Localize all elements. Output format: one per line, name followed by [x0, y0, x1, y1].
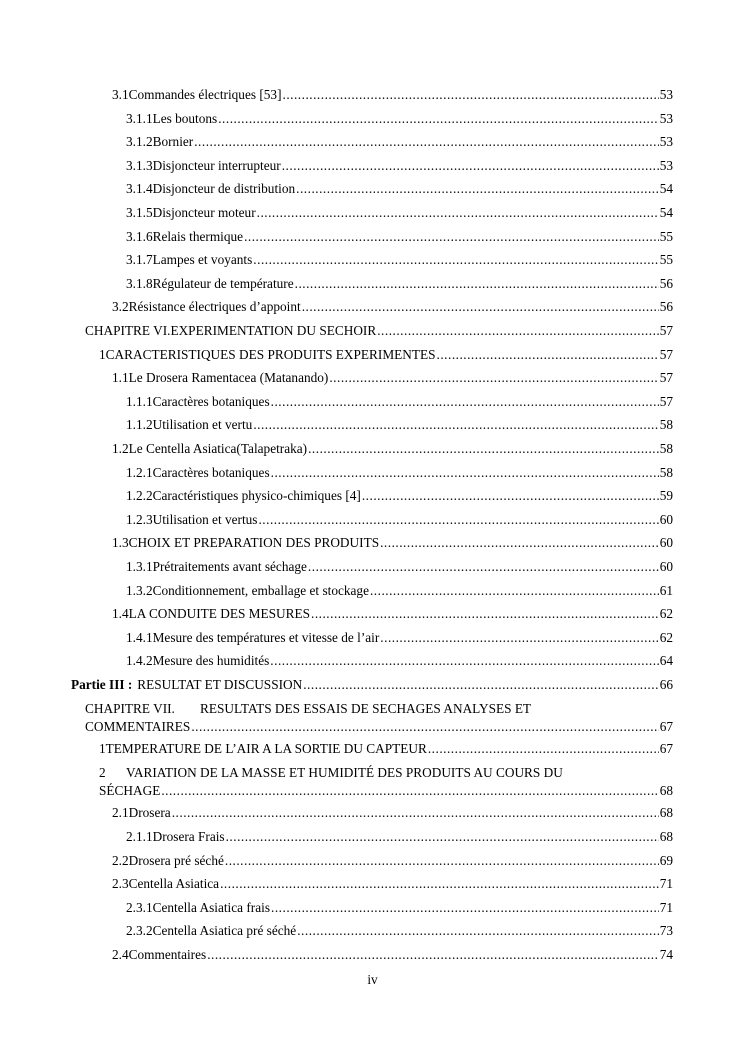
toc-number: 1.4.1: [126, 629, 153, 645]
toc-title: Résistance électriques d’appoint: [128, 299, 301, 315]
toc-title: Bornier: [152, 134, 194, 150]
toc-leader: [172, 803, 659, 823]
toc-entry: [0, 699, 745, 739]
toc-title: Disjoncteur interrupteur: [152, 157, 281, 173]
toc-entry: [0, 156, 745, 176]
toc-leader: [271, 392, 659, 412]
toc-title: Mesure des températures et vitesse de l’air: [152, 629, 380, 645]
toc-page-number: 57: [659, 393, 673, 409]
toc-leader: [218, 109, 658, 129]
toc-page-number: 58: [659, 417, 673, 433]
toc-number: 2.3.1: [126, 899, 153, 915]
toc-number: 1.4.2: [126, 653, 153, 669]
toc-number: 3.1.6: [126, 228, 153, 244]
toc-entry: [0, 463, 745, 483]
toc-entry-part: [0, 675, 745, 695]
toc-page-number: 68: [659, 805, 673, 821]
toc-title: TEMPERATURE DE L’AIR A LA SORTIE DU CAPTEUR: [105, 741, 427, 757]
toc-number: 3.1.1: [126, 110, 153, 126]
toc-page-number: 54: [659, 181, 673, 197]
toc-leader: [308, 557, 659, 577]
toc-entry: [0, 85, 745, 105]
toc-leader: [297, 921, 658, 941]
toc-number: CHAPITRE VI.: [85, 323, 171, 338]
toc-page-number: 62: [659, 629, 673, 645]
toc-entry: [0, 345, 745, 365]
toc-leader: [311, 604, 659, 624]
toc-title: CARACTERISTIQUES DES PRODUITS EXPERIMENTES: [105, 346, 436, 362]
toc-entry: [0, 274, 745, 294]
toc-number: 1.1: [112, 370, 129, 386]
toc-leader: [257, 203, 659, 223]
toc-entry: [0, 851, 745, 871]
toc-number: CHAPITRE VII.: [85, 700, 175, 716]
toc-title: Caractères botaniques: [152, 393, 270, 409]
toc-title: RESULTAT ET DISCUSSION: [137, 677, 303, 692]
toc-page-number: 53: [659, 157, 673, 173]
toc-leader: [380, 533, 659, 553]
toc-title: LA CONDUITE DES MESURES: [128, 606, 310, 622]
toc-page-number: 68: [659, 782, 673, 798]
toc-part-label: Partie III :: [71, 677, 133, 692]
toc-leader: [437, 345, 659, 365]
toc-title: Drosera pré séché: [128, 852, 224, 868]
toc-number: 1: [99, 346, 106, 362]
toc-title: Centella Asiatica: [128, 876, 220, 892]
toc-number: 2.4: [112, 947, 129, 962]
toc-leader: [220, 874, 659, 894]
toc-page-number: 53: [659, 110, 673, 126]
toc-page-number: 61: [659, 582, 673, 598]
toc-leader: [296, 179, 659, 199]
toc-page-number: 53: [659, 87, 673, 102]
toc-title: Le Centella Asiatica(Talapetraka): [128, 441, 308, 456]
toc-entry: [0, 651, 745, 671]
toc-entry: [0, 874, 745, 894]
toc-leader: [191, 717, 658, 737]
toc-page-number: 62: [659, 606, 673, 622]
toc-entry: [0, 439, 745, 459]
toc-number: 1.1.1: [126, 393, 153, 409]
toc-leader: [377, 321, 658, 341]
toc-leader: [282, 156, 659, 176]
toc-page-number: 71: [659, 899, 673, 915]
toc-number: 1.4: [112, 606, 129, 622]
toc-entry: [0, 628, 745, 648]
toc-title: Les boutons: [152, 110, 218, 126]
toc-leader: [226, 827, 659, 847]
toc-title: EXPERIMENTATION DU SECHOIR: [170, 323, 377, 338]
toc-title: RESULTATS DES ESSAIS DE SECHAGES ANALYSES ET: [200, 700, 532, 716]
toc-leader: [271, 463, 659, 483]
toc-leader: [161, 781, 658, 801]
toc-page-number: 64: [659, 653, 673, 669]
toc-entry: [0, 945, 745, 965]
toc-page-number: 53: [659, 134, 673, 150]
page-footer-number: iv: [367, 972, 378, 987]
toc-leader: [283, 85, 659, 105]
toc-page-number: 59: [659, 488, 673, 504]
toc-title: Régulateur de température: [152, 275, 294, 291]
toc-page-number: 55: [659, 252, 673, 268]
toc-number: 3.1.5: [126, 205, 153, 220]
toc-page-number: 60: [659, 535, 673, 551]
toc-title: Drosera: [128, 805, 171, 821]
toc-page-number: 69: [659, 852, 673, 868]
toc-page-number: 67: [659, 741, 673, 757]
toc-page-number: 57: [659, 323, 673, 338]
toc-title: Utilisation et vertus: [152, 511, 258, 527]
toc-page-number: 56: [659, 299, 673, 315]
toc-number: 3.1.8: [126, 275, 153, 291]
toc-number: 1.2.3: [126, 511, 153, 527]
toc-title-continued: COMMENTAIRES: [85, 718, 191, 734]
toc-leader: [303, 675, 658, 695]
toc-entry: [0, 510, 745, 530]
toc-page-number: 56: [659, 275, 673, 291]
toc-entry: [0, 739, 745, 759]
toc-leader: [362, 486, 659, 506]
toc-number: 3.1.4: [126, 181, 153, 197]
toc-entry: [0, 321, 745, 341]
toc-leader: [225, 851, 659, 871]
toc-page-number: 74: [659, 947, 673, 962]
toc-number: 1.2: [112, 441, 129, 456]
toc-leader: [295, 274, 659, 294]
toc-title-continued: SÉCHAGE: [99, 782, 161, 798]
toc-page-number: 67: [659, 718, 673, 734]
toc-number: 3.1.7: [126, 252, 153, 268]
toc-number: 1: [99, 741, 106, 757]
toc-page-number: 73: [659, 923, 673, 939]
toc-leader: [308, 439, 659, 459]
toc-entry: [0, 132, 745, 152]
toc-number: 3.1.3: [126, 157, 153, 173]
toc-entry: [0, 486, 745, 506]
toc-title: Centella Asiatica pré séché: [152, 923, 297, 939]
toc-title: Prétraitements avant séchage: [152, 559, 307, 574]
toc-leader: [194, 132, 658, 152]
toc-entry: [0, 415, 745, 435]
toc-page-number: 60: [659, 559, 673, 574]
toc-title: Caractères botaniques: [152, 464, 270, 480]
toc-leader: [270, 651, 658, 671]
toc-number: 1.3.1: [126, 559, 153, 574]
toc-title: Centella Asiatica frais: [152, 899, 271, 915]
toc-title: Relais thermique: [152, 228, 244, 244]
toc-number: 1.3.2: [126, 582, 153, 598]
toc-entry: [0, 368, 745, 388]
toc-title: VARIATION DE LA MASSE ET HUMIDITÉ DES PRODUITS AU COURS DU: [126, 764, 563, 780]
toc-leader: [370, 581, 659, 601]
toc-leader: [258, 510, 658, 530]
toc-leader: [428, 739, 659, 759]
toc-number: 2.3: [112, 876, 129, 892]
toc-leader: [207, 945, 659, 965]
toc-entry: [0, 203, 745, 223]
toc-title: Lampes et voyants: [152, 252, 253, 268]
toc-title: Mesure des humidités: [152, 653, 270, 669]
toc-page-number: 57: [659, 370, 673, 386]
toc-leader: [271, 898, 659, 918]
toc-number: 3.2: [112, 299, 129, 315]
toc-leader: [244, 227, 659, 247]
toc-title: Disjoncteur de distribution: [152, 181, 296, 197]
toc-number: 1.1.2: [126, 417, 153, 433]
toc-title: Drosera Frais: [152, 829, 225, 844]
toc-page-number: 57: [659, 346, 673, 362]
toc-entry: [0, 533, 745, 553]
toc-title: Conditionnement, emballage et stockage: [152, 582, 369, 598]
toc-page-number: 60: [659, 511, 673, 527]
toc-leader: [302, 297, 659, 317]
toc-number: 2.1.1: [126, 829, 153, 844]
toc-page-number: 58: [659, 441, 673, 456]
toc-entry: [0, 557, 745, 577]
toc-leader: [380, 628, 658, 648]
toc-leader: [329, 368, 658, 388]
toc-title: Commandes électriques [53]: [128, 87, 282, 102]
toc-page-number: 58: [659, 464, 673, 480]
toc-entry: [0, 392, 745, 412]
toc-entry: [0, 763, 745, 803]
toc-page-number: 66: [659, 677, 673, 692]
toc-entry: [0, 109, 745, 129]
toc-title: CHOIX ET PREPARATION DES PRODUITS: [128, 535, 380, 551]
toc-entry: [0, 250, 745, 270]
toc-title: Commentaires: [128, 947, 207, 962]
toc-number: 2.1: [112, 805, 129, 821]
toc-entry: [0, 227, 745, 247]
toc-number: 2.2: [112, 852, 129, 868]
toc-entry: [0, 921, 745, 941]
toc-number: 2.3.2: [126, 923, 153, 939]
toc-entry: [0, 604, 745, 624]
toc-number: 2: [99, 764, 106, 780]
toc-number: 1.2.2: [126, 488, 153, 504]
toc-number: 3.1.2: [126, 134, 153, 150]
toc-entry: [0, 297, 745, 317]
toc-number: 1.3: [112, 535, 129, 551]
toc-title: Utilisation et vertu: [152, 417, 253, 433]
toc-page-number: 55: [659, 228, 673, 244]
toc-number: 1.2.1: [126, 464, 153, 480]
toc-leader: [253, 250, 658, 270]
toc-entry: [0, 179, 745, 199]
toc-entry: [0, 827, 745, 847]
toc-entry: [0, 898, 745, 918]
toc-title: Le Drosera Ramentacea (Matanando): [128, 370, 329, 386]
toc-number: 3.1: [112, 87, 129, 102]
toc-page-number: 68: [659, 829, 673, 844]
toc-title: Caractéristiques physico-chimiques [4]: [152, 488, 361, 504]
toc-title: Disjoncteur moteur: [152, 205, 256, 220]
toc-page-number: 54: [659, 205, 673, 220]
toc-leader: [253, 415, 658, 435]
toc-entry: [0, 803, 745, 823]
toc-entry: [0, 581, 745, 601]
toc-page-number: 71: [659, 876, 673, 892]
